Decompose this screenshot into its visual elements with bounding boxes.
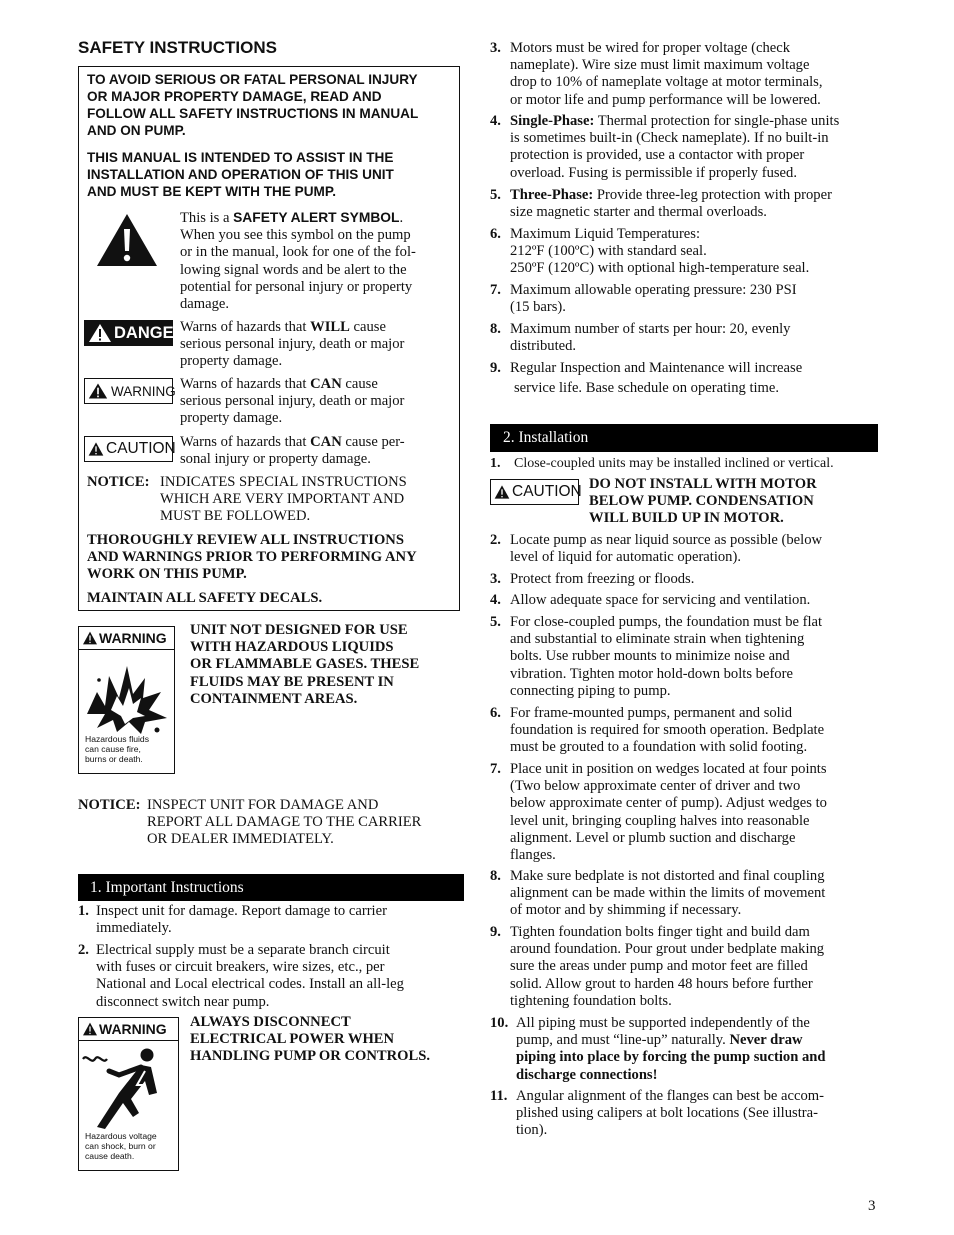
- page-number: 3: [868, 1198, 876, 1214]
- safety-alert-triangle-icon: [88, 440, 104, 458]
- safety-intro: TO AVOID SERIOUS OR FATAL PERSONAL INJURY OR MAJOR PROPERTY DAMAGE, READ AND FOLLOW ALL SAFETY INSTRUCTIONS IN MANUAL AND ON PUMP.: [87, 72, 419, 138]
- hazardous-fluids-pictogram: WARNING Hazardous fluids can cause fire, burns or death.: [78, 626, 175, 774]
- inspect-notice-text: INSPECT UNIT FOR DAMAGE AND REPORT ALL DAMAGE TO THE CARRIER OR DEALER IMMEDIATELY.: [147, 797, 422, 848]
- manual-purpose: THIS MANUAL IS INTENDED TO ASSIST IN THE INSTALLATION AND OPERATION OF THIS UNIT AND MUST BE KEPT WITH THE PUMP.: [87, 150, 394, 199]
- notice-label: NOTICE:: [87, 474, 150, 490]
- hazardous-voltage-pictogram: WARNING Hazardous voltage can shock, burn or cause death.: [78, 1017, 179, 1171]
- caution-signal-badge: CAUTION: [490, 479, 579, 505]
- safety-alert-triangle-icon: [82, 631, 98, 645]
- warning-text: Warns of hazards that CAN cause serious personal injury, death or major property damage.: [180, 376, 405, 427]
- danger-signal-badge: DANGER: [84, 320, 173, 346]
- electric-shock-icon: [79, 1041, 177, 1133]
- notice-text: INDICATES SPECIAL INSTRUCTIONS WHICH ARE VERY IMPORTANT AND MUST BE FOLLOWED.: [160, 474, 407, 525]
- warning-signal-badge: WARNING: [84, 378, 173, 404]
- page-title: SAFETY INSTRUCTIONS: [78, 38, 277, 57]
- danger-text: Warns of hazards that WILL cause serious personal injury, death or major property damage.: [180, 319, 405, 370]
- safety-alert-triangle-icon: [95, 212, 159, 268]
- caution-signal-badge: CAUTION: [84, 436, 173, 462]
- safety-alert-triangle-icon: [82, 1022, 98, 1036]
- safety-alert-triangle-icon: [88, 382, 108, 400]
- section-heading-important-instructions: 1. Important Instructions: [78, 874, 464, 901]
- section-heading-installation: 2. Installation: [490, 424, 878, 452]
- alert-symbol-text: This is a SAFETY ALERT SYMBOL. When you see this symbol on the pump or in the manual, look for one of the fol- lowing signal words and be alert to the potential for personal injury or property damage.: [180, 210, 416, 313]
- caution-text: Warns of hazards that CAN cause per- sonal injury or property damage.: [180, 434, 405, 468]
- disconnect-power-warning-text: ALWAYS DISCONNECT ELECTRICAL POWER WHEN HANDLING PUMP OR CONTROLS.: [190, 1014, 430, 1065]
- inspect-notice-label: NOTICE:: [78, 797, 141, 813]
- motor-position-caution-text: DO NOT INSTALL WITH MOTOR BELOW PUMP. CONDENSATION WILL BUILD UP IN MOTOR.: [589, 476, 817, 527]
- safety-alert-triangle-icon: [494, 483, 510, 501]
- safety-alert-triangle-icon: [88, 323, 112, 343]
- explosion-icon: [79, 652, 173, 740]
- maintain-decals: MAINTAIN ALL SAFETY DECALS.: [87, 590, 323, 606]
- review-instructions: THOROUGHLY REVIEW ALL INSTRUCTIONS AND WARNINGS PRIOR TO PERFORMING ANY WORK ON THIS PUMP.: [87, 532, 417, 583]
- hazardous-fluids-warning-text: UNIT NOT DESIGNED FOR USE WITH HAZARDOUS LIQUIDS OR FLAMMABLE GASES. THESE FLUIDS MAY BE PRESENT IN CONTAINMENT AREAS.: [190, 622, 420, 707]
